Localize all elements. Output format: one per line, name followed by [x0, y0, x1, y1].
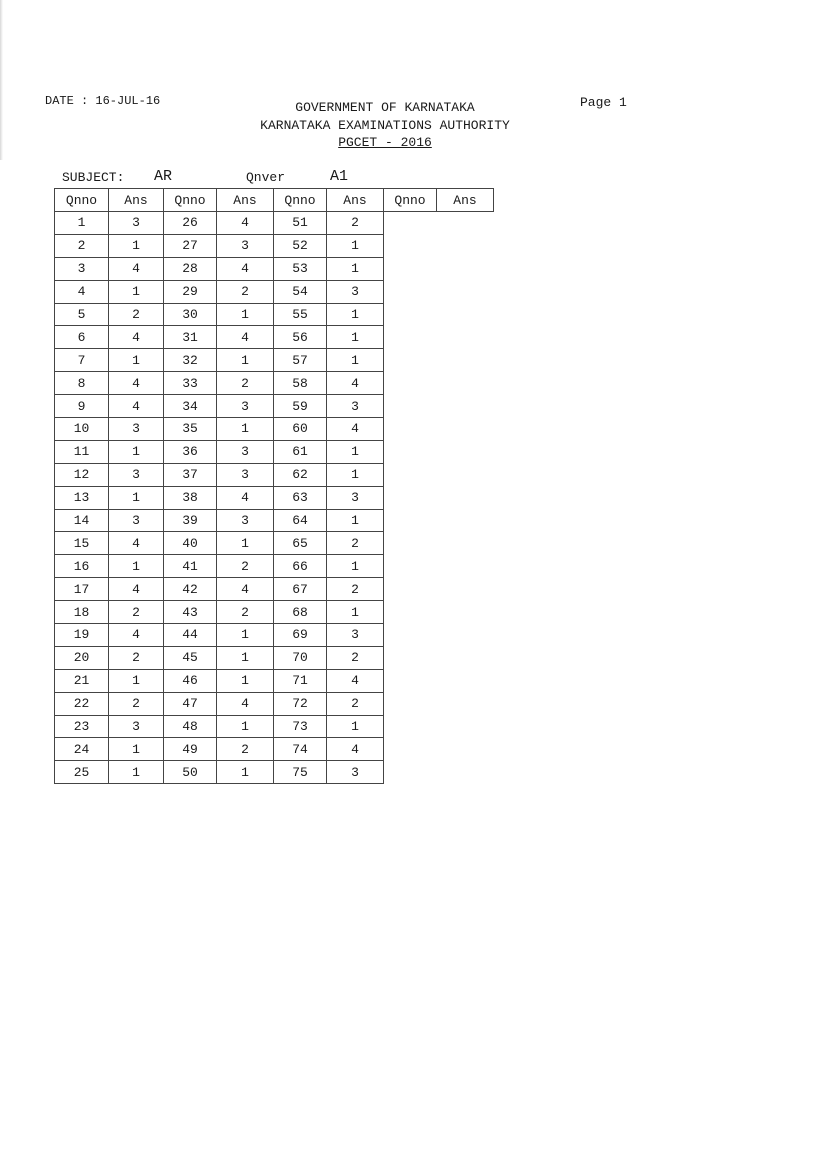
empty-cell: [384, 303, 437, 326]
answer-cell: 3: [217, 440, 274, 463]
question-number-cell: 3: [55, 257, 109, 280]
empty-cell: [437, 463, 494, 486]
empty-cell: [437, 532, 494, 555]
scan-edge-shadow: [0, 0, 3, 160]
empty-cell: [384, 624, 437, 647]
question-number-cell: 29: [164, 280, 217, 303]
answer-cell: 4: [217, 692, 274, 715]
empty-cell: [437, 395, 494, 418]
empty-cell: [384, 509, 437, 532]
table-row: [55, 326, 494, 349]
table-row: [55, 303, 494, 326]
question-number-cell: 26: [164, 212, 217, 235]
table-row: [55, 601, 494, 624]
empty-cell: [384, 349, 437, 372]
answer-cell: 1: [109, 486, 164, 509]
question-number-cell: 12: [55, 463, 109, 486]
table-row: [55, 761, 494, 784]
answer-cell: 1: [109, 761, 164, 784]
question-number-cell: 28: [164, 257, 217, 280]
question-number-cell: 72: [274, 692, 327, 715]
answer-cell: 4: [327, 738, 384, 761]
empty-cell: [437, 555, 494, 578]
question-number-cell: 57: [274, 349, 327, 372]
question-number-cell: 62: [274, 463, 327, 486]
question-number-cell: 56: [274, 326, 327, 349]
answer-cell: 3: [327, 761, 384, 784]
answer-cell: 4: [217, 326, 274, 349]
answer-cell: 1: [217, 761, 274, 784]
answer-key-body: [55, 212, 494, 784]
table-row: [55, 715, 494, 738]
question-number-cell: 75: [274, 761, 327, 784]
table-row: [55, 624, 494, 647]
question-number-cell: 59: [274, 395, 327, 418]
header-qnno-1: Qnno: [55, 189, 109, 212]
question-number-cell: 49: [164, 738, 217, 761]
answer-cell: 3: [109, 212, 164, 235]
question-number-cell: 69: [274, 624, 327, 647]
question-number-cell: 46: [164, 669, 217, 692]
answer-cell: 3: [217, 509, 274, 532]
question-number-cell: 8: [55, 372, 109, 395]
answer-key-table: [54, 188, 494, 784]
question-number-cell: 16: [55, 555, 109, 578]
answer-cell: 2: [327, 532, 384, 555]
answer-cell: 4: [327, 418, 384, 441]
answer-cell: 1: [327, 303, 384, 326]
question-number-cell: 32: [164, 349, 217, 372]
answer-cell: 1: [109, 738, 164, 761]
answer-cell: 1: [327, 349, 384, 372]
empty-cell: [384, 257, 437, 280]
empty-cell: [384, 601, 437, 624]
empty-cell: [384, 463, 437, 486]
question-number-cell: 44: [164, 624, 217, 647]
empty-cell: [384, 761, 437, 784]
answer-cell: 3: [327, 624, 384, 647]
question-number-cell: 55: [274, 303, 327, 326]
table-row: [55, 212, 494, 235]
header-qnno-4: Qnno: [384, 189, 437, 212]
answer-cell: 4: [217, 257, 274, 280]
answer-cell: 1: [109, 234, 164, 257]
header-ans-3: Ans: [327, 189, 384, 212]
answer-cell: 4: [217, 578, 274, 601]
answer-cell: 4: [217, 486, 274, 509]
answer-cell: 1: [217, 646, 274, 669]
empty-cell: [437, 326, 494, 349]
empty-cell: [437, 669, 494, 692]
question-number-cell: 24: [55, 738, 109, 761]
question-number-cell: 34: [164, 395, 217, 418]
answer-cell: 2: [327, 578, 384, 601]
header-qnno-2: Qnno: [164, 189, 217, 212]
empty-cell: [437, 509, 494, 532]
answer-cell: 2: [109, 601, 164, 624]
question-number-cell: 33: [164, 372, 217, 395]
question-number-cell: 4: [55, 280, 109, 303]
title-government: GOVERNMENT OF KARNATAKA: [295, 100, 475, 115]
empty-cell: [384, 280, 437, 303]
empty-cell: [384, 326, 437, 349]
answer-cell: 2: [327, 646, 384, 669]
answer-cell: 2: [109, 646, 164, 669]
answer-cell: 1: [327, 257, 384, 280]
answer-cell: 2: [217, 738, 274, 761]
answer-cell: 4: [109, 395, 164, 418]
table-row: [55, 280, 494, 303]
table-row: [55, 418, 494, 441]
table-row: [55, 738, 494, 761]
question-number-cell: 30: [164, 303, 217, 326]
question-number-cell: 54: [274, 280, 327, 303]
empty-cell: [384, 212, 437, 235]
question-number-cell: 70: [274, 646, 327, 669]
header-ans-4: Ans: [437, 189, 494, 212]
answer-cell: 1: [217, 715, 274, 738]
table-row: [55, 669, 494, 692]
table-row: [55, 234, 494, 257]
table-row: [55, 463, 494, 486]
answer-cell: 1: [327, 440, 384, 463]
subject-value: AR: [154, 168, 173, 185]
answer-cell: 3: [217, 463, 274, 486]
answer-cell: 1: [217, 418, 274, 441]
empty-cell: [384, 418, 437, 441]
title-authority: KARNATAKA EXAMINATIONS AUTHORITY: [260, 118, 510, 133]
table-row: [55, 349, 494, 372]
question-number-cell: 20: [55, 646, 109, 669]
table-row: [55, 372, 494, 395]
answer-cell: 1: [217, 669, 274, 692]
answer-cell: 3: [327, 395, 384, 418]
question-number-cell: 17: [55, 578, 109, 601]
answer-cell: 1: [109, 669, 164, 692]
answer-cell: 3: [109, 509, 164, 532]
answer-cell: 3: [109, 715, 164, 738]
answer-cell: 4: [327, 669, 384, 692]
header-qnno-3: Qnno: [274, 189, 327, 212]
answer-cell: 4: [109, 532, 164, 555]
answer-cell: 1: [217, 303, 274, 326]
question-number-cell: 25: [55, 761, 109, 784]
question-number-cell: 41: [164, 555, 217, 578]
answer-cell: 1: [217, 624, 274, 647]
question-number-cell: 38: [164, 486, 217, 509]
question-number-cell: 9: [55, 395, 109, 418]
question-number-cell: 48: [164, 715, 217, 738]
empty-cell: [437, 257, 494, 280]
question-number-cell: 73: [274, 715, 327, 738]
header-ans-2: Ans: [217, 189, 274, 212]
empty-cell: [384, 532, 437, 555]
table-row: [55, 440, 494, 463]
date-text: DATE : 16-JUL-16: [45, 94, 161, 108]
question-number-cell: 37: [164, 463, 217, 486]
question-number-cell: 64: [274, 509, 327, 532]
empty-cell: [437, 372, 494, 395]
answer-cell: 2: [217, 555, 274, 578]
answer-cell: 4: [109, 372, 164, 395]
question-number-cell: 15: [55, 532, 109, 555]
answer-cell: 3: [109, 418, 164, 441]
answer-cell: 4: [109, 257, 164, 280]
empty-cell: [437, 738, 494, 761]
empty-cell: [437, 601, 494, 624]
qnver-label: Qnver: [246, 170, 286, 185]
empty-cell: [384, 234, 437, 257]
question-number-cell: 63: [274, 486, 327, 509]
table-row: [55, 692, 494, 715]
qnver-value: A1: [330, 168, 349, 185]
answer-cell: 4: [109, 578, 164, 601]
answer-cell: 2: [217, 372, 274, 395]
answer-cell: 2: [327, 692, 384, 715]
question-number-cell: 21: [55, 669, 109, 692]
answer-cell: 4: [109, 326, 164, 349]
question-number-cell: 68: [274, 601, 327, 624]
answer-cell: 3: [217, 395, 274, 418]
table-row: [55, 578, 494, 601]
empty-cell: [437, 280, 494, 303]
answer-cell: 1: [327, 509, 384, 532]
empty-cell: [384, 646, 437, 669]
empty-cell: [437, 418, 494, 441]
empty-cell: [437, 486, 494, 509]
answer-cell: 1: [327, 463, 384, 486]
question-number-cell: 11: [55, 440, 109, 463]
question-number-cell: 36: [164, 440, 217, 463]
question-number-cell: 14: [55, 509, 109, 532]
answer-cell: 4: [327, 372, 384, 395]
question-number-cell: 1: [55, 212, 109, 235]
answer-cell: 1: [217, 349, 274, 372]
answer-cell: 3: [109, 463, 164, 486]
question-number-cell: 67: [274, 578, 327, 601]
empty-cell: [384, 669, 437, 692]
empty-cell: [384, 440, 437, 463]
question-number-cell: 65: [274, 532, 327, 555]
answer-cell: 3: [327, 280, 384, 303]
empty-cell: [384, 578, 437, 601]
empty-cell: [384, 486, 437, 509]
answer-cell: 1: [109, 349, 164, 372]
answer-cell: 1: [109, 555, 164, 578]
empty-cell: [437, 692, 494, 715]
question-number-cell: 35: [164, 418, 217, 441]
question-number-cell: 40: [164, 532, 217, 555]
empty-cell: [384, 372, 437, 395]
question-number-cell: 23: [55, 715, 109, 738]
answer-cell: 1: [217, 532, 274, 555]
subject-label: SUBJECT:: [62, 170, 125, 185]
question-number-cell: 66: [274, 555, 327, 578]
empty-cell: [384, 692, 437, 715]
answer-cell: 2: [109, 692, 164, 715]
question-number-cell: 53: [274, 257, 327, 280]
empty-cell: [384, 738, 437, 761]
answer-cell: 1: [327, 715, 384, 738]
question-number-cell: 2: [55, 234, 109, 257]
table-row: [55, 646, 494, 669]
page-number: Page 1: [580, 95, 627, 110]
empty-cell: [437, 646, 494, 669]
question-number-cell: 43: [164, 601, 217, 624]
question-number-cell: 74: [274, 738, 327, 761]
question-number-cell: 7: [55, 349, 109, 372]
empty-cell: [437, 440, 494, 463]
question-number-cell: 19: [55, 624, 109, 647]
question-number-cell: 47: [164, 692, 217, 715]
table-header-row: [55, 189, 494, 212]
question-number-cell: 58: [274, 372, 327, 395]
table-row: [55, 257, 494, 280]
empty-cell: [437, 234, 494, 257]
table-row: [55, 509, 494, 532]
answer-cell: 4: [109, 624, 164, 647]
empty-cell: [437, 624, 494, 647]
title-exam: PGCET - 2016: [338, 135, 432, 150]
question-number-cell: 6: [55, 326, 109, 349]
question-number-cell: 18: [55, 601, 109, 624]
question-number-cell: 50: [164, 761, 217, 784]
empty-cell: [437, 349, 494, 372]
empty-cell: [437, 715, 494, 738]
answer-cell: 1: [109, 280, 164, 303]
question-number-cell: 42: [164, 578, 217, 601]
table-row: [55, 395, 494, 418]
question-number-cell: 45: [164, 646, 217, 669]
answer-cell: 1: [327, 601, 384, 624]
empty-cell: [437, 212, 494, 235]
answer-cell: 1: [327, 234, 384, 257]
question-number-cell: 22: [55, 692, 109, 715]
question-number-cell: 51: [274, 212, 327, 235]
question-number-cell: 52: [274, 234, 327, 257]
empty-cell: [437, 303, 494, 326]
question-number-cell: 5: [55, 303, 109, 326]
question-number-cell: 71: [274, 669, 327, 692]
table-row: [55, 486, 494, 509]
answer-cell: 2: [217, 601, 274, 624]
empty-cell: [384, 715, 437, 738]
table-row: [55, 555, 494, 578]
answer-cell: 1: [109, 440, 164, 463]
question-number-cell: 31: [164, 326, 217, 349]
answer-cell: 1: [327, 326, 384, 349]
answer-cell: 3: [217, 234, 274, 257]
empty-cell: [384, 555, 437, 578]
empty-cell: [437, 761, 494, 784]
answer-cell: 2: [109, 303, 164, 326]
answer-cell: 4: [217, 212, 274, 235]
question-number-cell: 13: [55, 486, 109, 509]
question-number-cell: 27: [164, 234, 217, 257]
question-number-cell: 10: [55, 418, 109, 441]
empty-cell: [437, 578, 494, 601]
answer-cell: 2: [327, 212, 384, 235]
answer-cell: 2: [217, 280, 274, 303]
question-number-cell: 61: [274, 440, 327, 463]
empty-cell: [384, 395, 437, 418]
answer-cell: 3: [327, 486, 384, 509]
question-number-cell: 60: [274, 418, 327, 441]
question-number-cell: 39: [164, 509, 217, 532]
table-row: [55, 532, 494, 555]
header-ans-1: Ans: [109, 189, 164, 212]
answer-cell: 1: [327, 555, 384, 578]
